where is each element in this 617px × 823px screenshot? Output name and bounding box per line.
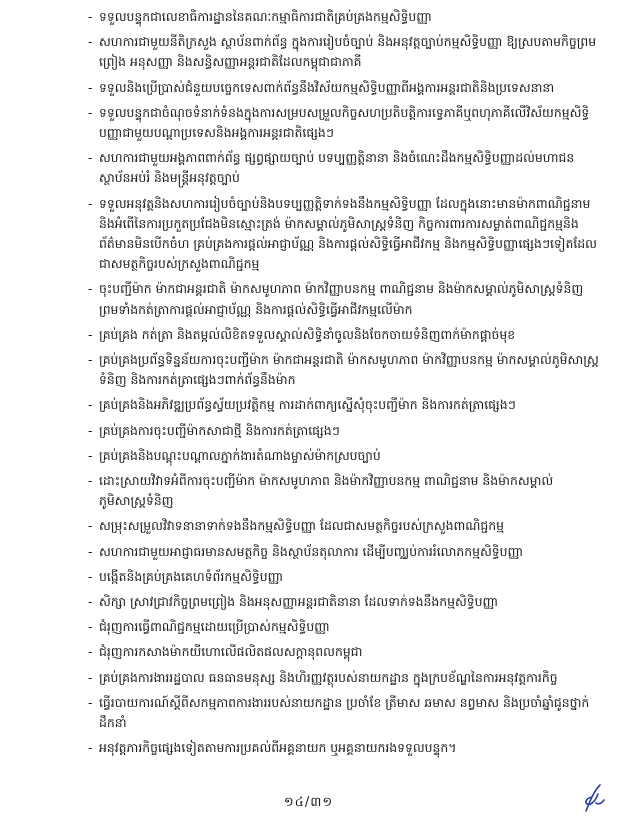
signature-icon [578,781,608,815]
list-item: - គ្រប់គ្រង កត់ត្រា និងតម្កល់លិខិតទទួលស្គាល់សិទ្ធិនាំចូលនិងចែកចាយទំនិញពាក់ម៉ាកផ្ដាច់មុខ [88,325,600,345]
list-item: - ធ្វើរបាយការណ៍ស្ដីពីសកម្មភាពការងាររបស់នាយកដ្ឋាន ប្រចាំខែ ត្រីមាស ឆមាស នព្វមាស និងប្រចាំឆ្នាំជូនថ្នាក់ដឹកនាំ [88,693,600,733]
list-item: - សម្រុះសម្រួលវិវាទនានាទាក់ទងនឹងកម្មសិទ្ធិបញ្ញា ដែលជាសមត្ថកិច្ចរបស់ក្រសួងពាណិជ្ជកម្ម [88,516,600,536]
list-item: - ទទួលបន្ទុកជាចំណុចទំនាក់ទំនងក្នុងការសម្របសម្រួលកិច្ចសហប្រតិបត្តិការទ្វេភាគីឬពហុភាគីលើវិស័យកម្មសិទ្ធិបញ្ញាជាមួយបណ្ដាប្រទេសនិងអង្គការអន្តរជាតិផ្សេងៗ [88,103,600,143]
list-item: - ទទួលបន្ទុកជាលេខាធិការដ្ឋាននៃគណៈកម្មាធិការជាតិគ្រប់គ្រងកម្មសិទ្ធិបញ្ញា [88,7,600,27]
list-item: - គ្រប់គ្រងការងាររដ្ឋបាល ធនធានមនុស្ស និងហិរញ្ញវត្ថុរបស់នាយកដ្ឋាន ក្នុងក្របខ័ណ្ឌនៃការអនុវត្តការកិច្ច [88,668,600,688]
initial-signature-mark [578,781,608,819]
list-item: - សិក្សា ស្រាវជ្រាវកិច្ចព្រមព្រៀង និងអនុសញ្ញាអន្តរជាតិនានា ដែលទាក់ទងនឹងកម្មសិទ្ធិបញ្ញា [88,592,600,612]
list-item: - ទទួលអនុវត្តនិងសហការរៀបចំច្បាប់និងបទប្បញ្ញត្តិទាក់ទងនឹងកម្មសិទ្ធិបញ្ញា ដែលក្នុងនោះមានម៉ាកពាណិជ្ជនាម និងអំពើនៃការប្រកួតប្រជែងមិនស្មោះត្រង់ ម៉ាកសម្គាល់ភូមិសាស្ត្រទំនិញ កិច្ចការពារការសម្ងាត់ពាណិជ្ជកម្មនិងព័ត៌មានមិនបើកចំហ គ្រប់គ្រងការផ្ដល់អាជ្ញាប័ណ្ណ និងការផ្ដល់សិទ្ធិធ្វើអាជីវកម្ម និងកម្មសិទ្ធិបញ្ញាផ្សេងៗទៀតដែលជាសមត្ថកិច្ចរបស់ក្រសួងពាណិជ្ជកម្ម [88,194,600,275]
list-item: - សហការជាមួយអង្គភាពពាក់ព័ន្ធ ផ្សព្វផ្សាយច្បាប់ បទប្បញ្ញត្តិនានា និងចំណេះដឹងកម្មសិទ្ធិបញ្ញាដល់មហាជន ស្ថាប័នអប់រំ និងមន្ត្រីអនុវត្តច្បាប់ [88,148,600,188]
list-item: - គ្រប់គ្រងនិងអភិវឌ្ឍប្រព័ន្ធស្វ័យប្រវត្តិកម្ម ការដាក់ពាក្យស្នើសុំចុះបញ្ជីម៉ាក និងការកត់ត្រាផ្សេងៗ [88,395,600,415]
list-item: - ទទួលនិងប្រើប្រាស់ជំនួយបច្ចេកទេសពាក់ព័ន្ធនឹងវិស័យកម្មសិទ្ធិបញ្ញាពីអង្គការអន្តរជាតិនិងប្រទេសនានា [88,78,600,98]
list-item: - អនុវត្តភារកិច្ចផ្សេងទៀតតាមការប្រគល់ពីអគ្គនាយក ឬអគ្គនាយករងទទួលបន្ទុក។ [88,738,600,758]
list-item: - គ្រប់គ្រងនិងបណ្ដុះបណ្ដាលភ្នាក់ងារតំណាងម្ចាស់ម៉ាកស្របច្បាប់ [88,446,600,466]
duties-list [88,7,600,759]
list-item: - គ្រប់គ្រងប្រព័ន្ធទិន្នន័យការចុះបញ្ជីម៉ាក ម៉ាកជាអន្តរជាតិ ម៉ាកសមូហភាព ម៉ាកវិញ្ញាបនកម្ម ម៉ាកសម្គាល់ភូមិសាស្ត្រទំនិញ និងការកត់ត្រាផ្សេងៗពាក់ព័ន្ធនឹងម៉ាក [88,350,600,390]
list-item: - គ្រប់គ្រងការចុះបញ្ជីម៉ាកសាជាថ្មី និងការកត់ត្រាផ្សេងៗ [88,421,600,441]
list-item: - ដោះស្រាយវិវាទអំពីការចុះបញ្ជីម៉ាក ម៉ាកសមូហភាព និងម៉ាកវិញ្ញាបនកម្ម ពាណិជ្ជនាម និងម៉ាកសម្គាល់ភូមិសាស្ត្រទំនិញ [88,471,600,511]
page-number: ១៤/៣១ [283,795,334,810]
list-item: - សហការជាមួយអាជ្ញាធរមានសមត្ថកិច្ច និងស្ថាប័នតុលាការ ដើម្បីបញ្ឈប់ការរំលោភកម្មសិទ្ធិបញ្ញា [88,542,600,562]
list-item: - ចុះបញ្ជីម៉ាក ម៉ាកជាអន្តរជាតិ ម៉ាកសមូហភាព ម៉ាកវិញ្ញាបនកម្ម ពាណិជ្ជនាម និងម៉ាកសម្គាល់ភូមិសាស្ត្រទំនិញ ព្រមទាំងកត់ត្រាការផ្ដល់អាជ្ញាប័ណ្ណ និងការផ្ដល់សិទ្ធិធ្វើអាជីវកម្មលើម៉ាក [88,279,600,319]
document-body [88,7,600,764]
list-item: - ជំរុញការកសាងម៉ាកយីហោលើផលិតផលសក្ដានុពលកម្ពុជា [88,642,600,662]
list-item: - សហការជាមួយនីតិក្រសួង ស្ថាប័នពាក់ព័ន្ធ ក្នុងការរៀបចំច្បាប់ និងអនុវត្តច្បាប់កម្មសិទ្ធិបញ្ញា ឱ្យស្របតាមកិច្ចព្រមព្រៀង អនុសញ្ញា និងសន្ធិសញ្ញាអន្តរជាតិដែលកម្ពុជាជាភាគី [88,32,600,72]
list-item: - ជំរុញការធ្វើពាណិជ្ជកម្មដោយប្រើប្រាស់កម្មសិទ្ធិបញ្ញា [88,617,600,637]
list-item: - បង្កើតនិងគ្រប់គ្រងគេហទំព័រកម្មសិទ្ធិបញ្ញា [88,567,600,587]
